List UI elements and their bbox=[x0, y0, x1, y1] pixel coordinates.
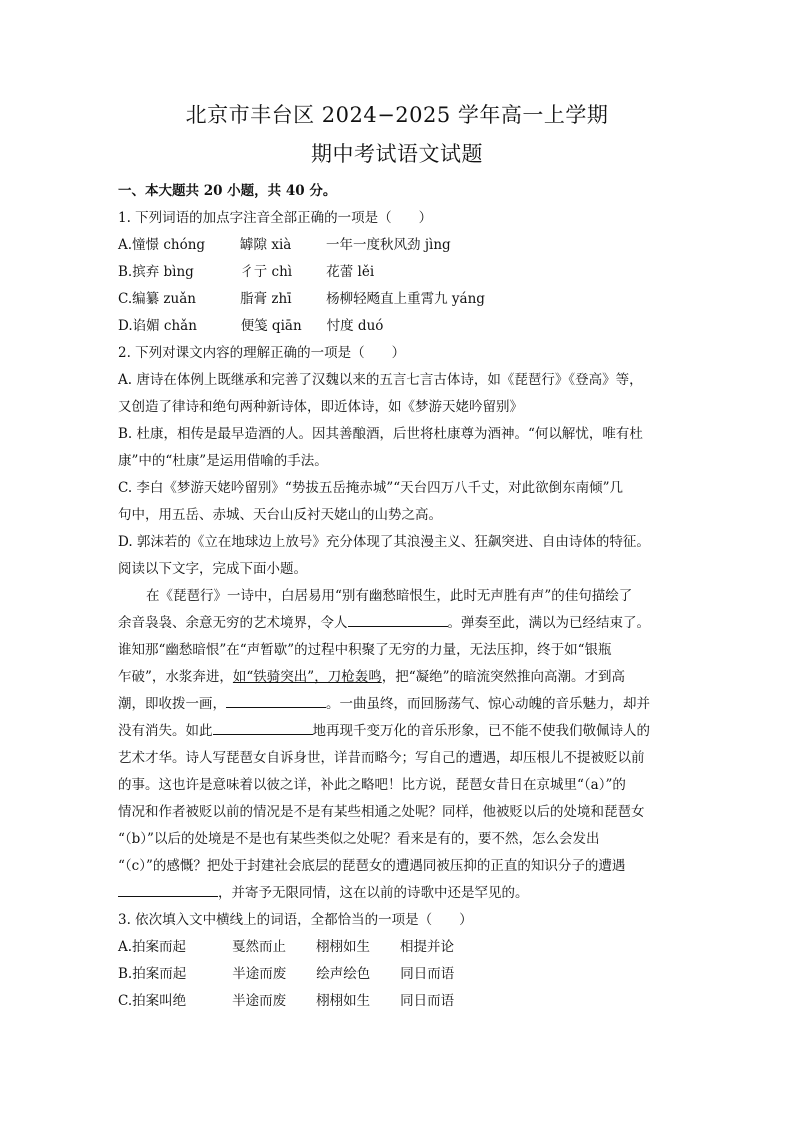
option-word: 忖度 duó bbox=[326, 318, 384, 334]
question-2-text-line: D. 郭沫若的《立在地球边上放号》充分体现了其浪漫主义、狂飙突进、自由诗体的特征。 bbox=[118, 534, 650, 550]
question-2-stem: 2. 下列对课文内容的理解正确的一项是（ ） bbox=[118, 345, 406, 361]
option-word: 同日而语 bbox=[400, 993, 455, 1009]
option-word: 拍案而起 bbox=[132, 939, 187, 955]
question-3-option-b bbox=[118, 961, 678, 988]
document-title: 北京市丰台区 2024−2025 学年高一上学期 bbox=[185, 103, 609, 127]
option-word: 编纂 zuǎn bbox=[132, 291, 196, 307]
passage-line: 谁知那“幽愁暗恨”在“声暂歇”的过程中积聚了无穷的力量，无法压抑，终于如“银瓶 bbox=[118, 642, 612, 658]
question-1-option-d bbox=[118, 313, 678, 340]
passage-line: 艺术才华。诗人写琵琶女自诉身世，详昔而略今；写自己的遭遇，却压根儿不提被贬以前 bbox=[118, 750, 645, 766]
option-word: 戛然而止 bbox=[232, 939, 287, 955]
passage-line: ，并寄予无限同情，这在以前的诗歌中还是罕见的。 bbox=[118, 880, 678, 907]
question-2-text-line: C. 李白《梦游天姥吟留别》“势拔五岳掩赤城”“天台四万八千丈，对此欲倒东南倾”几 bbox=[118, 480, 624, 496]
option-word: 罅隙 xià bbox=[240, 237, 292, 253]
option-label: B. bbox=[118, 264, 133, 280]
passage-line: 潮，即收拨一画， 。一曲虽终，而回肠荡气、惊心动魄的音乐魅力，却并 bbox=[118, 691, 678, 718]
option-word: 一年一度秋风劲 jìng bbox=[326, 237, 451, 253]
option-word: 拍案叫绝 bbox=[132, 993, 187, 1009]
option-word: 谄媚 chǎn bbox=[132, 318, 197, 334]
fill-blank bbox=[348, 612, 448, 627]
question-1-option-a bbox=[118, 232, 678, 259]
reading-instruction: 阅读以下文字，完成下面小题。 bbox=[118, 561, 307, 577]
passage-line: 的事。这也许是意味着以彼之详，补此之略吧！比方说，琵琶女昔日在京城里“（a）”的 bbox=[118, 777, 626, 793]
option-label: C. bbox=[118, 291, 133, 307]
option-label: C. bbox=[118, 993, 133, 1009]
question-1-option-b bbox=[118, 259, 678, 286]
option-word: 憧憬 chóng bbox=[132, 237, 206, 253]
underlined-phrase: 如“铁骑突出”，刀枪轰鸣 bbox=[232, 669, 382, 685]
option-word: 彳亍 chì bbox=[240, 264, 293, 280]
passage-line: 没有消失。如此 地再现千变万化的音乐形象，已不能不使我们敬佩诗人的 bbox=[118, 718, 678, 745]
passage-line: 在《琵琶行》一诗中，白居易用“别有幽愁暗恨生，此时无声胜有声”的佳句描绘了 bbox=[146, 588, 633, 604]
option-word: 便笺 qiān bbox=[240, 318, 302, 334]
option-label: D. bbox=[118, 318, 133, 334]
question-2-text-line: 句中，用五岳、赤城、天台山反衬天姥山的山势之高。 bbox=[118, 507, 442, 523]
fill-blank bbox=[118, 882, 218, 897]
passage-line: “（c）”的感慨？把处于封建社会底层的琵琶女的遭遇同被压抑的正直的知识分子的遭遇 bbox=[118, 858, 626, 874]
document-body bbox=[118, 178, 678, 1015]
option-word: 栩栩如生 bbox=[316, 993, 371, 1009]
question-3-option-c bbox=[118, 988, 678, 1015]
option-label: A. bbox=[118, 939, 133, 955]
passage-line: “（b）”以后的处境是不是也有某些类似之处呢？看来是有的，要不然，怎么会发出 bbox=[118, 831, 600, 847]
option-label: B. bbox=[118, 966, 133, 982]
question-3-option-a bbox=[118, 934, 678, 961]
option-word: 半途而废 bbox=[232, 993, 287, 1009]
option-word: 拍案而起 bbox=[132, 966, 187, 982]
question-2-text-line: 又创造了律诗和绝句两种新诗体，即近体诗，如《梦游天姥吟留别》 bbox=[118, 399, 523, 415]
question-2-text-line: A. 唐诗在体例上既继承和完善了汉魏以来的五言七言古体诗，如《琵琶行》《登高》等， bbox=[118, 372, 643, 388]
option-word: 同日而语 bbox=[400, 966, 455, 982]
question-2-text-line: B. 杜康，相传是最早造酒的人。因其善酿酒，后世将杜康尊为酒神。“何以解忧，唯有杜 bbox=[118, 426, 643, 442]
option-word: 杨柳轻飏直上重霄九 yáng bbox=[326, 291, 485, 307]
passage-line: 余音袅袅、余意无穷的艺术境界，令人 。弹奏至此，满以为已经结束了。 bbox=[118, 610, 678, 637]
passage-line: 情况和作者被贬以前的情况是不是有某些相通之处呢？同样，他被贬以后的处境和琵琶女 bbox=[118, 804, 645, 820]
option-word: 摈弃 bìng bbox=[132, 264, 194, 280]
passage-line: 乍破”，水浆奔进，如“铁骑突出”，刀枪轰鸣，把“凝绝”的暗流突然推向高潮。才到高 bbox=[118, 669, 626, 685]
fill-blank bbox=[213, 720, 313, 735]
option-word: 半途而废 bbox=[232, 966, 287, 982]
question-1-option-c bbox=[118, 286, 678, 313]
question-1-stem: 1. 下列词语的加点字注音全部正确的一项是（ ） bbox=[118, 210, 433, 226]
document-subtitle: 期中考试语文试题 bbox=[311, 142, 483, 166]
section-heading: 一、本大题共 20 小题，共 40 分。 bbox=[118, 183, 337, 199]
fill-blank bbox=[226, 693, 326, 708]
option-word: 脂膏 zhī bbox=[240, 291, 292, 307]
question-3-stem: 3. 依次填入文中横线上的词语，全都恰当的一项是（ ） bbox=[118, 912, 473, 928]
question-2-text-line: 康”中的“杜康”是运用借喻的手法。 bbox=[118, 453, 328, 469]
option-label: A. bbox=[118, 237, 133, 253]
option-word: 栩栩如生 bbox=[316, 939, 371, 955]
option-word: 绘声绘色 bbox=[316, 966, 371, 982]
option-word: 花蕾 lěi bbox=[326, 264, 375, 280]
option-word: 相提并论 bbox=[400, 939, 455, 955]
